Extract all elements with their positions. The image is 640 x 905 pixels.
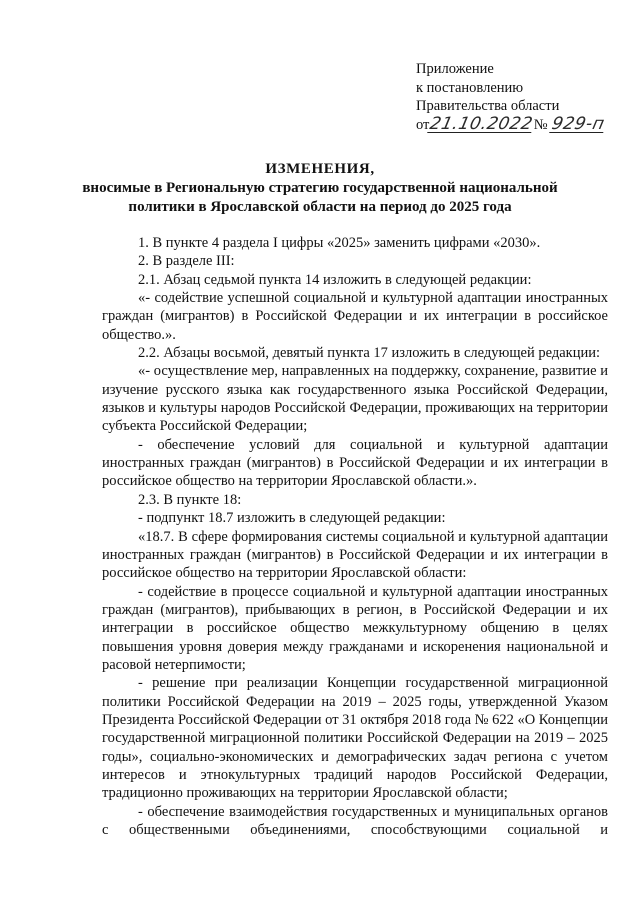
number-sign: № <box>533 116 548 133</box>
from-label: от <box>416 116 430 133</box>
paragraph-2: 2. В разделе III: <box>138 253 235 270</box>
paragraph-18-7-item-2: - решение при реализации Концепции государственной миграционной политики Российской Федерации на 2019 – 2025 годы, утвержденной Указом Президента Российской Федерации от 31 октября 2018 года № 622 «О Концепции государственной миграционной политики Российской Федерации на 2019 – 2025 годы», социально-экономических и демографических задач региона с учетом интересов и этнокультурных традиций народов Российской Федерации, традиционно проживающих на территории Ярославской области; <box>102 675 608 802</box>
paragraph-1: 1. В пункте 4 раздела I цифры «2025» заменить цифрами «2030». <box>138 235 541 251</box>
paragraph-18-7: «18.7. В сфере формирования системы социальной и культурной адаптации иностранных граждан (мигрантов) в Российской Федерации и их интеграции в российское общество на территории Ярославской области: <box>102 528 608 582</box>
paragraph-18-7-item-1: - содействие в процессе социальной и культурной адаптации иностранных граждан (мигрантов), прибывающих в регион, в Российской Федерации и их интеграции в российское общество межкультурному общению в целях повышения уровня доверия между гражданами и искоренения национальной и расовой нетерпимости; <box>102 583 608 673</box>
document-title <box>0 160 640 217</box>
title-subtitle-line2: политики в Ярославской области на период до 2025 года <box>128 199 512 215</box>
document-body <box>102 234 608 839</box>
paragraph-2-2: 2.2. Абзацы восьмой, девятый пункта 17 изложить в следующей редакции: <box>138 345 601 362</box>
handwritten-number: 929-п <box>550 113 607 134</box>
paragraph-18-7-item-3: - обеспечение взаимодействия государственных и муниципальных органов с общественными объединениями, способствующими социальной и <box>102 803 608 838</box>
government-ref: Правительства области <box>416 98 560 114</box>
paragraph-2-1: 2.1. Абзац седьмой пункта 14 изложить в следующей редакции: <box>138 271 532 288</box>
date-number-line <box>416 113 626 135</box>
handwritten-date: 21.10.2022 <box>428 113 535 134</box>
title-subtitle-line1: вносимые в Региональную стратегию государственной национальной <box>82 180 558 196</box>
paragraph-2-1-text: «- содействие успешной социальной и культурной адаптации иностранных граждан (мигрантов) в Российской Федерации и их интеграции в российское общество.». <box>102 290 608 343</box>
appendix-label: Приложение <box>416 61 494 77</box>
paragraph-2-2-item-1: «- осуществление мер, направленных на поддержку, сохранение, развитие и изучение русского языка как государственного языка Российской Федерации, языков и культуры народов Российской Федерации, проживающих на территории субъекта Российской Федерации; <box>102 363 608 435</box>
resolution-ref: к постановлению <box>416 79 524 96</box>
paragraph-2-2-item-2: - обеспечение условий для социальной и культурной адаптации иностранных граждан (мигрантов) в Российской Федерации и их интеграции в российское общество на территории Ярославской области.». <box>102 436 608 490</box>
appendix-header <box>416 60 626 134</box>
paragraph-2-3-sub: - подпункт 18.7 изложить в следующей редакции: <box>138 510 446 527</box>
paragraph-2-3: 2.3. В пункте 18: <box>138 491 242 508</box>
title-heading: ИЗМЕНЕНИЯ, <box>265 161 375 177</box>
